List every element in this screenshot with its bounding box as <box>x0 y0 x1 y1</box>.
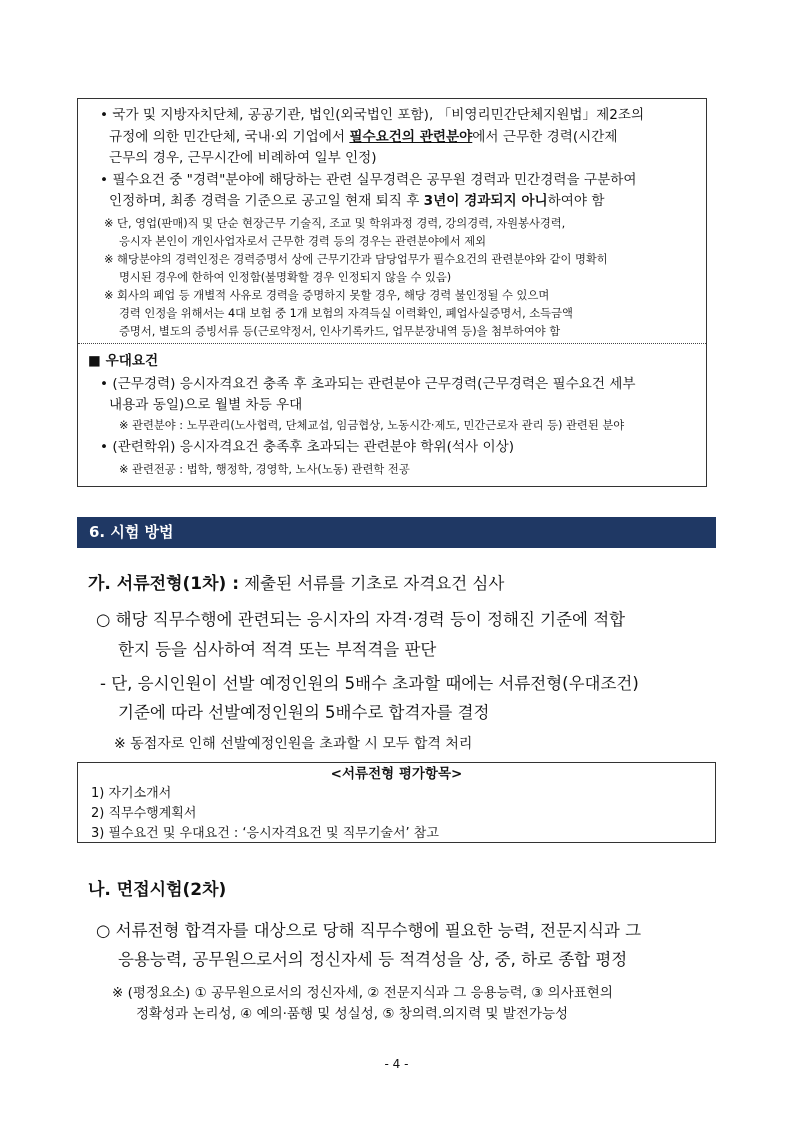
text-line: • 필수요건 중 "경력"분야에 해당하는 관련 실무경력은 공무원 경력과 민간경력을 구분하여 <box>100 172 637 188</box>
note-line: ※ 동점자로 인해 선발예정인원을 초과할 시 모두 합격 처리 <box>114 736 473 752</box>
note-line: 명시된 경우에 한하여 인정함(불명확할 경우 인정되지 않을 수 있음) <box>119 271 452 284</box>
evaluation-item: 2) 직무수행계획서 <box>91 806 197 821</box>
note-line: 응시자 본인이 개인사업자로서 근무한 경력 등의 경우는 관련분야에서 제외 <box>119 235 487 248</box>
page-number: - 4 - <box>384 1057 409 1071</box>
evaluation-title: <서류전형 평가항목> <box>330 766 463 782</box>
preference-title: ■ 우대요건 <box>88 353 159 369</box>
body-line: ○ 해당 직무수행에 관련되는 응시자의 자격·경력 등이 정해진 기준에 적합 <box>96 610 626 629</box>
subsection-heading: 가. 서류전형(1차) : 제출된 서류를 기초로 자격요건 심사 <box>88 574 505 594</box>
text-line: 내용과 동일)으로 월별 차등 우대 <box>109 397 303 413</box>
emphasis: 필수요건의 관련분야 <box>349 129 473 145</box>
note-line: 정확성과 논리성, ④ 예의·품행 및 성실성, ⑤ 창의력.의지력 및 발전가능성 <box>136 1006 569 1022</box>
body-line: 응용능력, 공무원으로서의 정신자세 등 적격성을 상, 중, 하로 종합 평정 <box>118 950 628 969</box>
note-line: ※ 회사의 폐업 등 개별적 사유로 경력을 증명하지 못할 경우, 해당 경력 불인정될 수 있으며 <box>104 289 550 302</box>
body-line: 기준에 따라 선발예정인원의 5배수로 합격자를 결정 <box>118 703 490 722</box>
text-line: 인정하며, 최종 경력을 기준으로 공고일 현재 퇴직 후 3년이 경과되지 아니하여야 함 <box>109 193 605 209</box>
note-line: ※ 단, 영업(판매)직 및 단순 현장근무 기술직, 조교 및 학위과정 경력, 강의경력, 자원봉사경력, <box>104 217 566 230</box>
section-title: 6. 시험 방법 <box>77 517 716 548</box>
subsection-heading: 나. 면접시험(2차) <box>88 880 227 900</box>
note-line: ※ (평정요소) ① 공무원으로서의 정신자세, ② 전문지식과 그 응용능력, ③ 의사표현의 <box>112 985 613 1001</box>
text-line: 근무의 경우, 근무시간에 비례하여 일부 인정) <box>109 150 377 166</box>
evaluation-item: 1) 자기소개서 <box>91 786 172 801</box>
evaluation-box <box>77 762 716 843</box>
body-line: - 단, 응시인원이 선발 예정인원의 5배수 초과할 때에는 서류전형(우대조건) <box>100 674 639 693</box>
body-line: 한지 등을 심사하여 적격 또는 부적격을 판단 <box>118 640 437 659</box>
note-line: ※ 관련분야 : 노무관리(노사협력, 단체교섭, 임금협상, 노동시간·제도, 민간근로자 관리 등) 관련된 분야 <box>119 419 625 432</box>
note-line: 증명서, 별도의 증빙서류 등(근로약정서, 인사기록카드, 업무분장내역 등)을 첨부하여야 함 <box>119 325 561 338</box>
divider <box>78 343 706 344</box>
text-line: • 국가 및 지방자치단체, 공공기관, 법인(외국법인 포함), 「비영리민간단체지원법」제2조의 <box>100 107 645 123</box>
note-line: ※ 관련전공 : 법학, 행정학, 경영학, 노사(노동) 관련학 전공 <box>119 463 410 476</box>
requirements-box <box>77 98 707 487</box>
note-line: ※ 해당분야의 경력인정은 경력증명서 상에 근무기간과 담당업무가 필수요건의 관련분야와 같이 명확히 <box>104 253 608 266</box>
note-line: 경력 인정을 위해서는 4대 보험 중 1개 보험의 자격득실 이력확인, 폐업사실증명서, 소득금액 <box>119 307 573 320</box>
emphasis: 3년이 경과되지 아니 <box>423 193 548 209</box>
body-line: ○ 서류전형 합격자를 대상으로 당해 직무수행에 필요한 능력, 전문지식과 그 <box>96 921 642 940</box>
text-line: 규정에 의한 민간단체, 국내·외 기업에서 필수요건의 관련분야에서 근무한 경력(시간제 <box>109 129 618 145</box>
text-line: • (관련학위) 응시자격요건 충족후 초과되는 관련분야 학위(석사 이상) <box>100 439 515 455</box>
text-line: • (근무경력) 응시자격요건 충족 후 초과되는 관련분야 근무경력(근무경력은 필수요건 세부 <box>100 376 636 392</box>
evaluation-item: 3) 필수요건 및 우대요건 : ‘응시자격요건 및 직무기술서’ 참고 <box>91 826 439 841</box>
